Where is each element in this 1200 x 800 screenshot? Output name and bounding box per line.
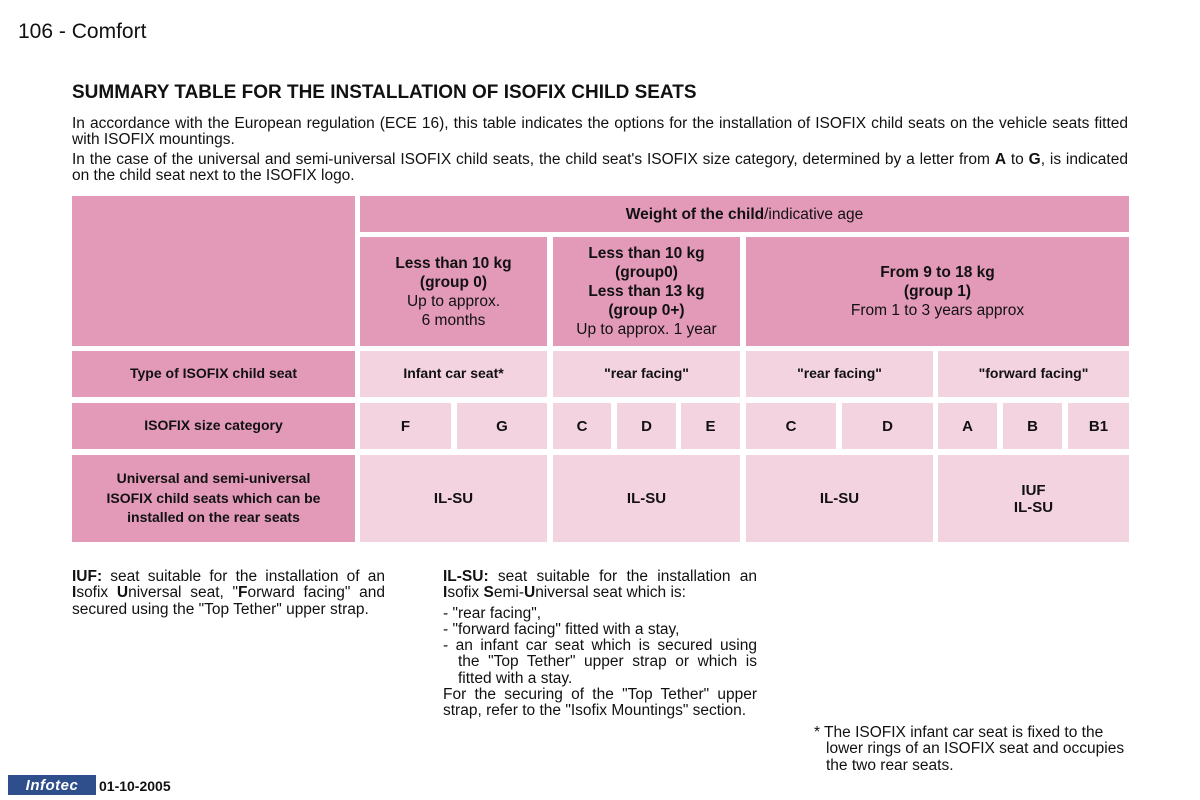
ilsu-closing: For the securing of the "Top Tether" upper strap, refer to the "Isofix Mountings" section.	[443, 686, 757, 720]
size-cell: D	[617, 403, 676, 449]
note-text: orward facing" and secured using the "Top Tether" upper strap.	[72, 584, 385, 618]
universal-cell: IL-SU	[746, 455, 933, 542]
size-cell: A	[938, 403, 997, 449]
universal-label-line: installed on the rear seats	[127, 509, 300, 526]
section-title: Comfort	[71, 20, 147, 43]
type-cell: Infant car seat*	[360, 351, 547, 397]
iuf-note	[72, 569, 385, 618]
footnote	[814, 725, 1130, 774]
row-label-type: Type of ISOFIX child seat	[72, 351, 355, 397]
size-cell: E	[681, 403, 740, 449]
print-date: 01-10-2005	[99, 778, 171, 794]
note-text: sofix	[76, 584, 117, 602]
size-cell: D	[842, 403, 933, 449]
weight-header-cell	[360, 196, 1129, 232]
size-cell: B1	[1068, 403, 1129, 449]
size-cell: F	[360, 403, 451, 449]
group-1-weight: From 9 to 18 kg	[880, 264, 995, 281]
universal-label-line: Universal and semi-universal	[116, 470, 311, 487]
intro-paragraph-1: In accordance with the European regulation (ECE 16), this table indicates the options for the installation of ISOFIX child seats on the vehicle seats fitted with ISOFIX mountings.	[72, 115, 1128, 148]
row-label-universal	[72, 455, 355, 542]
group-0-cell	[360, 237, 547, 346]
row-label-size: ISOFIX size category	[72, 403, 355, 449]
ilsu-bullet-list	[443, 606, 757, 687]
group-0plus-age: Up to approx. 1 year	[576, 321, 717, 338]
note-bold-letter: I	[443, 584, 448, 602]
size-cell: B	[1003, 403, 1062, 449]
universal-label-line: ISOFIX child seats which can be	[106, 489, 321, 506]
group-1-cell	[746, 237, 1129, 346]
group-0-age-2: 6 months	[421, 311, 486, 329]
intro-paragraph-2	[72, 152, 1128, 184]
note-text: seat suitable for the installation of an	[102, 568, 385, 585]
intro-text: to	[1006, 151, 1029, 168]
iuf-code: IUF	[1021, 481, 1046, 499]
type-cell: "rear facing"	[553, 351, 740, 397]
group-0-label: (group 0)	[419, 273, 488, 291]
header-separator: -	[58, 20, 66, 43]
infotec-logo: Infotec	[8, 775, 96, 795]
group-0plus-cell	[553, 237, 740, 346]
group-0plus-weight-2: Less than 13 kg	[588, 283, 705, 300]
note-bold-letter: F	[238, 584, 248, 602]
note-bold-letter: I	[72, 584, 77, 602]
note-text: sofix	[447, 584, 484, 602]
group-0plus-weight-1: Less than 10 kg	[588, 245, 705, 262]
intro-text: , is indicated on the child seat next to the ISOFIX logo.	[72, 151, 1128, 184]
page-header	[18, 20, 146, 44]
type-cell: "forward facing"	[938, 351, 1129, 397]
page-title: SUMMARY TABLE FOR THE INSTALLATION OF ISOFIX CHILD SEATS	[72, 82, 697, 103]
universal-cell: IL-SU	[553, 455, 740, 542]
universal-cell: IL-SU	[360, 455, 547, 542]
group-0-weight: Less than 10 kg	[395, 254, 512, 272]
ilsu-term: IL-SU:	[443, 568, 489, 585]
footnote-text: * The ISOFIX infant car seat is fixed to the lower rings of an ISOFIX seat and occupies the two rear seats.	[814, 724, 1125, 774]
intro-text: In the case of the universal and semi-universal ISOFIX child seats, the child seat's ISOFIX size category, determined by a letter from	[72, 151, 995, 168]
letter-to: G	[1028, 151, 1041, 168]
list-item: - an infant car seat which is secured using the "Top Tether" upper strap or which is fitted with a stay.	[443, 637, 757, 687]
group-0plus-label-1: (group0)	[615, 264, 678, 281]
weight-header-bold: Weight of the child	[625, 205, 765, 223]
note-bold-letter: U	[116, 584, 129, 602]
iuf-term: IUF:	[72, 568, 103, 585]
group-1-label: (group 1)	[903, 283, 972, 300]
letter-from: A	[994, 151, 1007, 168]
list-item: - "forward facing" fitted with a stay,	[443, 620, 680, 638]
note-bold-letter: U	[523, 584, 536, 602]
note-text: emi-	[493, 584, 524, 602]
group-1-age: From 1 to 3 years approx	[850, 302, 1025, 319]
list-item: - "rear facing",	[443, 604, 542, 622]
ilsu-code: IL-SU	[1013, 498, 1054, 516]
type-cell: "rear facing"	[746, 351, 933, 397]
group-0-age-1: Up to approx.	[406, 292, 501, 310]
group-0plus-label-2: (group 0+)	[608, 302, 685, 319]
page-number: 106	[18, 20, 54, 43]
size-cell: C	[746, 403, 836, 449]
size-cell: G	[457, 403, 547, 449]
note-text: niversal seat, "	[128, 584, 239, 602]
table-corner-cell	[72, 196, 355, 346]
universal-cell-forward	[938, 455, 1129, 542]
note-text: niversal seat which is:	[535, 584, 686, 602]
note-text: seat suitable for the installation an	[488, 568, 757, 585]
note-bold-letter: S	[483, 584, 494, 602]
size-cell: C	[553, 403, 611, 449]
ilsu-note	[443, 569, 757, 720]
weight-header-rest: /indicative age	[764, 205, 864, 223]
